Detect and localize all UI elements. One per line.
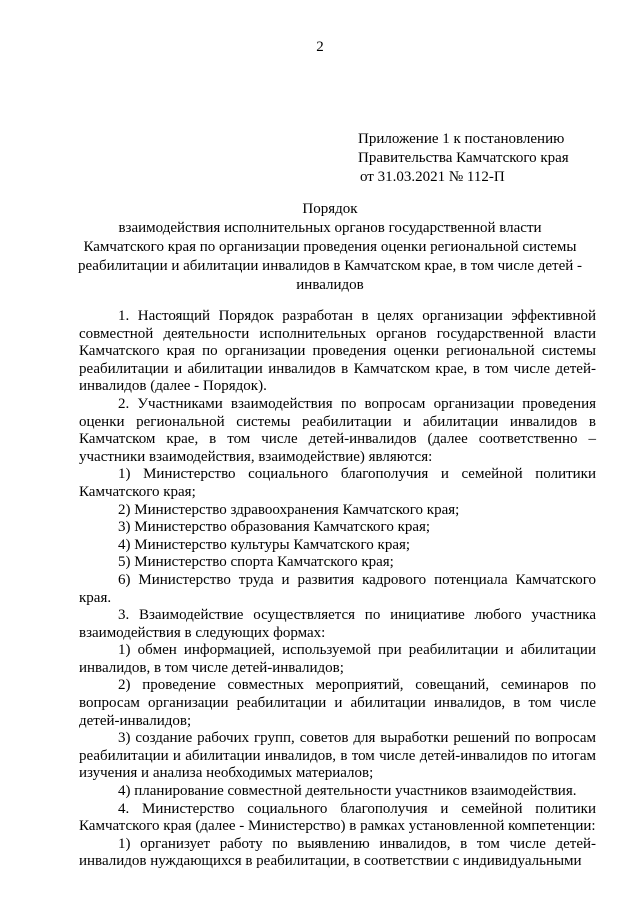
paragraph: 5) Министерство спорта Камчатского края; <box>118 554 394 571</box>
paragraph: 4. Министерство социального благополучия и семейной политики Камчатского края (далее - Министерство) в рамках установленной компетенции: <box>79 800 596 835</box>
paragraph: 4) планирование совместной деятельности участников взаимодействия. <box>118 783 577 800</box>
page-number: 2 <box>316 39 324 55</box>
paragraph: 3) создание рабочих групп, советов для выработки решений по вопросам реабилитации и абилитации инвалидов, в том числе детей-инвалидов по итогам изучения и анализа необходимых материалов; <box>79 730 596 782</box>
paragraph: 1. Настоящий Порядок разработан в целях организации эффективной совместной деятельности исполнительных органов государственной власти Камчатского края по организации проведения оценки региональной системы реабилитации и абилитации инвалидов в Камчатском крае, в том числе детей-инвалидов (далее - Порядок). <box>79 308 596 395</box>
paragraph: 6) Министерство труда и развития кадрового потенциала Камчатского края. <box>79 571 596 606</box>
paragraph: 3. Взаимодействие осуществляется по инициативе любого участника взаимодействия в следующих формах: <box>79 607 596 641</box>
title-line-1: взаимодействия исполнительных органов государственной власти <box>118 220 542 236</box>
paragraph: 1) Министерство социального благополучия и семейной политики Камчатского края; <box>79 466 596 500</box>
paragraph: 2) проведение совместных мероприятий, совещаний, семинаров по вопросам организации реабилитации и абилитации инвалидов, в том числе детей-инвалидов; <box>79 677 596 729</box>
appendix-line-3: от 31.03.2021 № 112-П <box>360 169 505 185</box>
appendix-line-2: Правительства Камчатского края <box>358 150 569 166</box>
title-line-4: инвалидов <box>296 277 364 293</box>
paragraph: 2. Участниками взаимодействия по вопросам организации проведения оценки региональной системы реабилитации и абилитации инвалидов в Камчатском крае, в том числе детей-инвалидов (далее соответственно – участники взаимодействия, взаимодействие) являются: <box>79 395 596 465</box>
appendix-note <box>358 130 569 187</box>
document-title <box>70 200 590 295</box>
appendix-line-1: Приложение 1 к постановлению <box>358 131 565 147</box>
title-line-2: Камчатского края по организации проведения оценки региональной системы <box>83 239 577 255</box>
title-line-3: реабилитации и абилитации инвалидов в Камчатском крае, в том числе детей - <box>77 258 583 274</box>
paragraph: 1) обмен информацией, используемой при реабилитации и абилитации инвалидов, в том числе детей-инвалидов; <box>79 642 596 676</box>
paragraph: 3) Министерство образования Камчатского края; <box>118 519 431 536</box>
paragraph: 4) Министерство культуры Камчатского края; <box>118 536 411 553</box>
paragraph: 1) организует работу по выявлению инвалидов, в том числе детей-инвалидов нуждающихся в реабилитации, в соответствии с индивидуальными <box>79 835 596 870</box>
document-body <box>79 308 596 871</box>
title-heading: Порядок <box>302 201 358 217</box>
paragraph: 2) Министерство здравоохранения Камчатского края; <box>118 501 460 518</box>
